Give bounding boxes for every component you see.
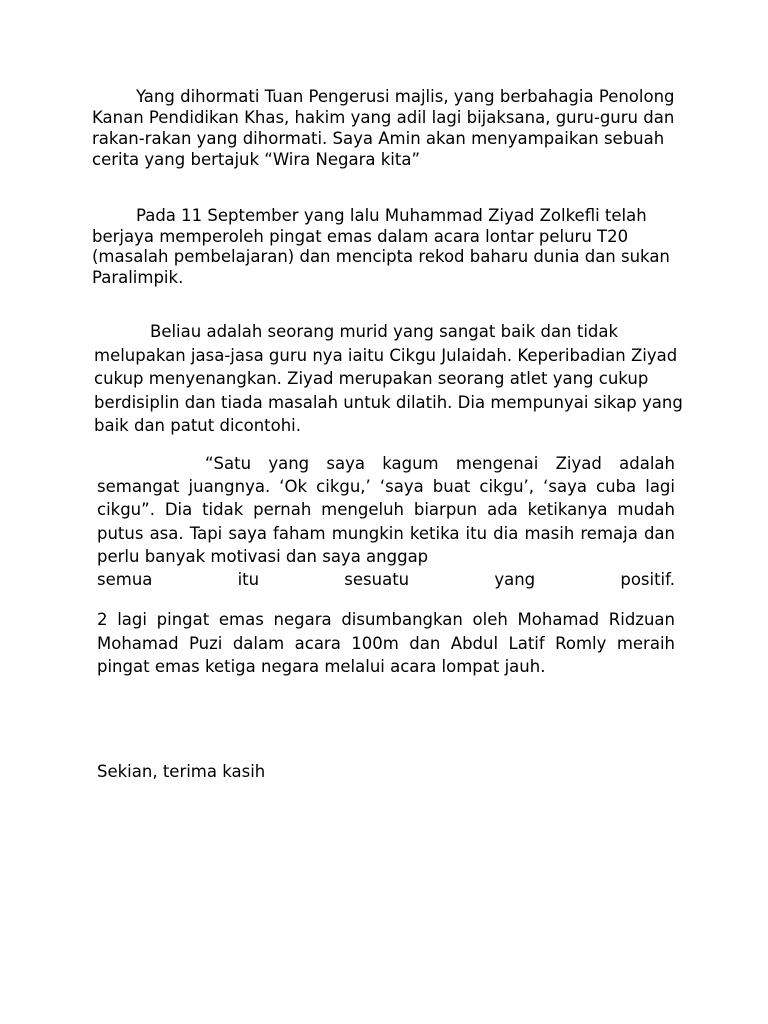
paragraph-other-medals: 2 lagi pingat emas negara disumbangkan oleh Mohamad Ridzuan Mohamad Puzi dalam acara 100m dan Abdul Latif Romly meraih pingat emas ketiga negara melalui acara lompat jauh.	[97, 610, 675, 676]
paragraph-achievement: Pada 11 September yang lalu Muhammad Ziyad Zolkefli telah berjaya memperoleh pingat emas dalam acara lontar peluru T20 (masalah pembelajaran) dan mencipta rekod baharu dunia dan sukan Paralimpik.	[92, 206, 670, 287]
quote-body: “Satu yang saya kagum mengenai Ziyad adalah semangat juangnya. ‘Ok cikgu,’ ‘saya buat cikgu’, ‘saya cuba lagi cikgu”. Dia tidak pernah mengeluh biarpun ada ketikanya mudah putus asa. Tapi saya faham mungkin ketika itu dia masih remaja dan perlu banyak motivasi dan saya anggap	[97, 454, 675, 566]
paragraph-closing: Sekian, terima kasih	[97, 762, 266, 781]
paragraph-greeting: Yang dihormati Tuan Pengerusi majlis, yang berbahagia Penolong Kanan Pendidikan Khas, hakim yang adil lagi bijaksana, guru-guru dan rakan-rakan yang dihormati. Saya Amin akan menyampaikan sebuah cerita yang bertajuk “Wira Negara kita”	[92, 87, 675, 169]
paragraph-character: Beliau adalah seorang murid yang sangat baik dan tidak melupakan jasa-jasa guru nya iaitu Cikgu Julaidah. Keperibadian Ziyad cukup menyenangkan. Ziyad merupakan seorang atlet yang cukup berdisiplin dan tiada masalah untuk dilatih. Dia mempunyai sikap yang baik dan patut dicontohi.	[94, 322, 683, 435]
paragraph-quote	[97, 452, 675, 591]
quote-last-line: semua itu sesuatu yang positif.	[97, 570, 675, 590]
